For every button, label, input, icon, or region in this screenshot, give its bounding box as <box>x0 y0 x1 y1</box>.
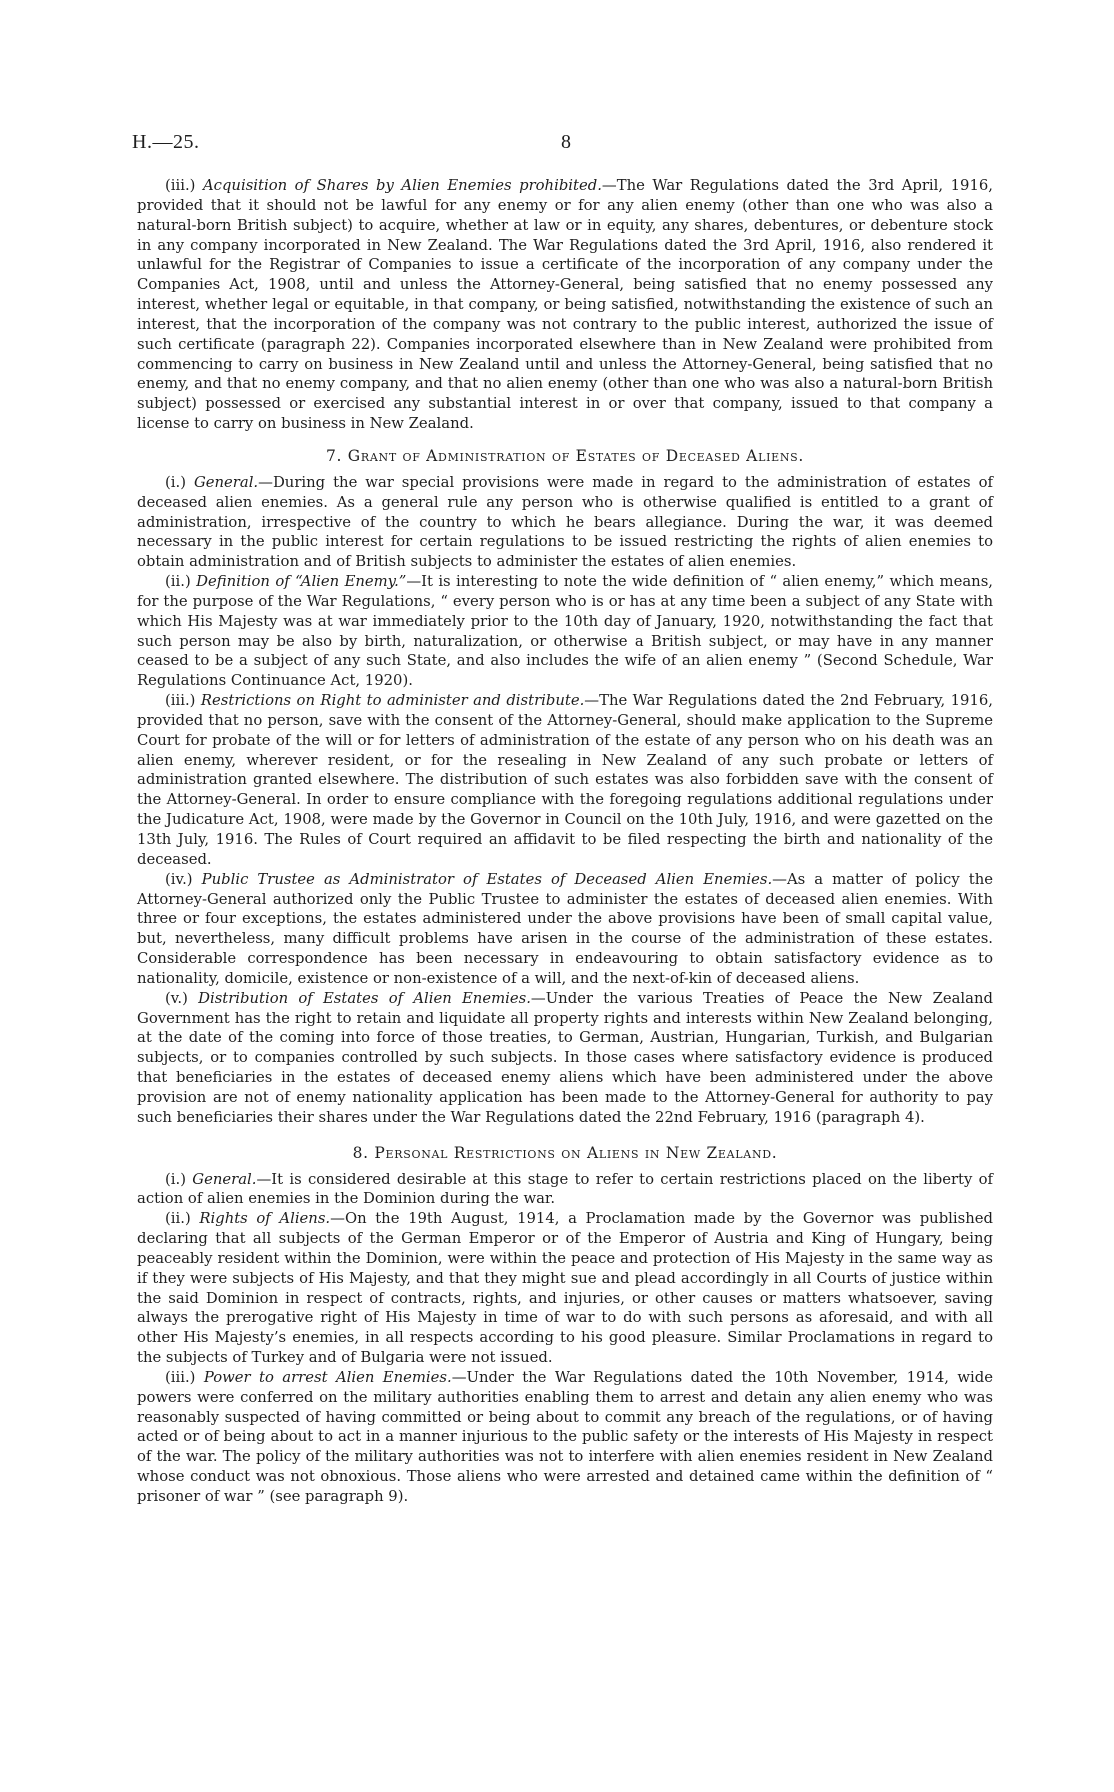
paragraph-7-iv <box>137 870 993 989</box>
page-header <box>132 131 994 161</box>
paragraph-text: —Under the various Treaties of Peace the New Zealand Government has the right to retain and liquidate all property rights and interests within New Zealand belonging, at the date of the coming into force of those treaties, to German, Austrian, Hungarian, Turkish, and Bulgarian subjects, or to companies controlled by such subjects. In those cases where satisfactory evidence is produced that beneficiaries in the estates of deceased enemy aliens which have been administered under the above provision are not of enemy nationality application has been made to the Attorney-General for authority to pay such beneficiaries their shares under the War Regulations dated the 22nd February, 1916 (paragraph 4). <box>137 989 993 1126</box>
paragraph-text: —It is considered desirable at this stage to refer to certain restrictions placed on the liberty of action of alien enemies in the Dominion during the war. <box>137 1170 993 1208</box>
paragraph-number: (iii.) <box>165 1368 204 1386</box>
paragraph-title: Public Trustee as Administrator of Estates of Deceased Alien Enemies. <box>201 870 773 888</box>
section-8-heading: 8. Personal Restrictions on Aliens in New Zealand. <box>352 1143 778 1162</box>
paragraph-7-v <box>137 989 993 1128</box>
paragraph-number: (iv.) <box>165 870 202 888</box>
paragraph-title: General. <box>193 473 259 491</box>
section-7-heading: 7. Grant of Administration of Estates of Deceased Aliens. <box>325 446 805 465</box>
document-reference: H.—25. <box>132 131 200 153</box>
paragraph-8-iii <box>137 1368 993 1507</box>
document-body <box>137 176 993 1507</box>
paragraph-text: —Under the War Regulations dated the 10th November, 1914, wide powers were conferred on the military authorities enabling them to arrest and detain any alien enemy who was reasonably suspected of having committed or being about to commit any breach of the regulations, or of having acted or of being about to act in a manner injurious to the public safety or the interests of His Majesty in respect of the war. The policy of the military authorities was not to interfere with alien enemies resident in New Zealand whose conduct was not obnoxious. Those aliens who were arrested and detained came within the definition of “ prisoner of war ” (see paragraph 9). <box>137 1368 993 1505</box>
page-number: 8 <box>561 131 571 153</box>
paragraph-title: Distribution of Estates of Alien Enemies. <box>198 989 531 1007</box>
paragraph-title: Definition of “Alien Enemy.” <box>196 573 407 591</box>
paragraph-title: General. <box>192 1170 257 1188</box>
paragraph-text: —The War Regulations dated the 2nd February, 1916, provided that no person, save with the consent of the Attorney-General, should make application to the Supreme Court for probate of the will or for letters of administration of the estate of any person who on his death was an alien enemy, wherever resident, or for the resealing in New Zealand of any such probate or letters of administration granted elsewhere. The distribution of such estates was also forbidden save with the consent of the Attorney-General. In order to ensure compliance with the foregoing regulations additional regulations under the Judicature Act, 1908, were made by the Governor in Council on the 10th July, 1916, and were gazetted on the 13th July, 1916. The Rules of Court required an affidavit to be filed respecting the birth and nationality of the deceased. <box>137 692 993 868</box>
paragraph-title: Restrictions on Right to administer and distribute. <box>200 692 585 710</box>
paragraph-7-iii <box>137 691 993 870</box>
paragraph-text: —It is interesting to note the wide definition of “ alien enemy,” which means, for the purpose of the War Regulations, “ every person who is or has at any time been a subject of any State with which His Majesty was at war immediately prior to the 10th day of January, 1920, notwithstanding the fact that such person may be also by birth, naturalization, or otherwise a British subject, or may have in any manner ceased to be a subject of any such State, and also includes the wife of an alien enemy ” (Second Schedule, War Regulations Continuance Act, 1920). <box>137 573 993 690</box>
paragraph-number: (iii.) <box>165 177 203 194</box>
paragraph-7-ii <box>137 572 993 691</box>
paragraph-number: (iii.) <box>165 692 201 710</box>
paragraph-number: (i.) <box>165 473 194 491</box>
paragraph-text: —On the 19th August, 1914, a Proclamation made by the Governor was published declaring that all subjects of the German Emperor or of the Emperor of Austria and King of Hungary, being peaceably resident within the Dominion, were within the peace and protection of His Majesty in the same way as if they were subjects of His Majesty, and that they might sue and plead accordingly in all Courts of justice within the said Dominion in respect of contracts, rights, and injuries, or other causes or matters whatsoever, saving always the prerogative right of His Majesty in time of war to do with such persons as aforesaid, and with all other His Majesty’s enemies, in all respects according to his good pleasure. Similar Proclamations in regard to the subjects of Turkey and of Bulgaria were not issued. <box>137 1210 993 1367</box>
paragraph-title: Power to arrest Alien Enemies. <box>203 1368 452 1386</box>
paragraph-6-iii <box>137 176 993 434</box>
paragraph-7-i <box>137 473 993 572</box>
paragraph-8-ii <box>137 1209 993 1368</box>
paragraph-text: —The War Regulations dated the 3rd April, 1916, provided that it should not be lawful for any enemy or for any alien enemy (other than one who was also a natural-born British subject) to acquire, whether at law or in equity, any shares, debentures, or debenture stock in any company incorporated in New Zealand. The War Regulations dated the 3rd April, 1916, also rendered it unlawful for the Registrar of Companies to issue a certificate of the incorporation of any company under the Companies Act, 1908, until and unless the Attorney-General, being satisfied that no enemy possessed any interest, whether legal or equitable, in that company, or being satisfied, notwithstanding the existence of such an interest, that the incorporation of the company was not contrary to the public interest, authorized the issue of such certificate (paragraph 22). Companies incorporated elsewhere than in New Zealand were prohibited from commencing to carry on business in New Zealand until and unless the Attorney-General, being satisfied that no enemy, and that no enemy company, and that no alien enemy (other than one who was also a natural-born British subject) possessed or exercised any substantial interest in or over that company, issued to that company a license to carry on business in New Zealand. <box>137 177 993 433</box>
paragraph-number: (ii.) <box>165 573 197 591</box>
paragraph-8-i <box>137 1170 993 1210</box>
paragraph-text: —As a matter of policy the Attorney-General authorized only the Public Trustee to administer the estates of deceased alien enemies. With three or four exceptions, the estates administered under the above provisions have been of small capital value, but, nevertheless, many difficult problems have arisen in the course of the administration of these estates. Considerable correspondence has been necessary in endeavouring to obtain satisfactory evidence as to nationality, domicile, existence or non-existence of a will, and the next-of-kin of deceased aliens. <box>137 870 993 987</box>
paragraph-number: (v.) <box>165 989 199 1007</box>
paragraph-title: Rights of Aliens. <box>199 1210 331 1228</box>
paragraph-text: —During the war special provisions were made in regard to the administration of estates of deceased alien enemies. As a general rule any person who is otherwise qualified is entitled to a grant of administration, irrespective of the country to which he bears allegiance. During the war, it was deemed necessary in the public interest for certain regulations to be issued restricting the rights of alien enemies to obtain administration and of British subjects to administer the estates of alien enemies. <box>137 473 993 571</box>
paragraph-number: (ii.) <box>165 1210 200 1228</box>
paragraph-number: (i.) <box>165 1170 193 1188</box>
paragraph-title: Acquisition of Shares by Alien Enemies prohibited. <box>202 177 602 194</box>
